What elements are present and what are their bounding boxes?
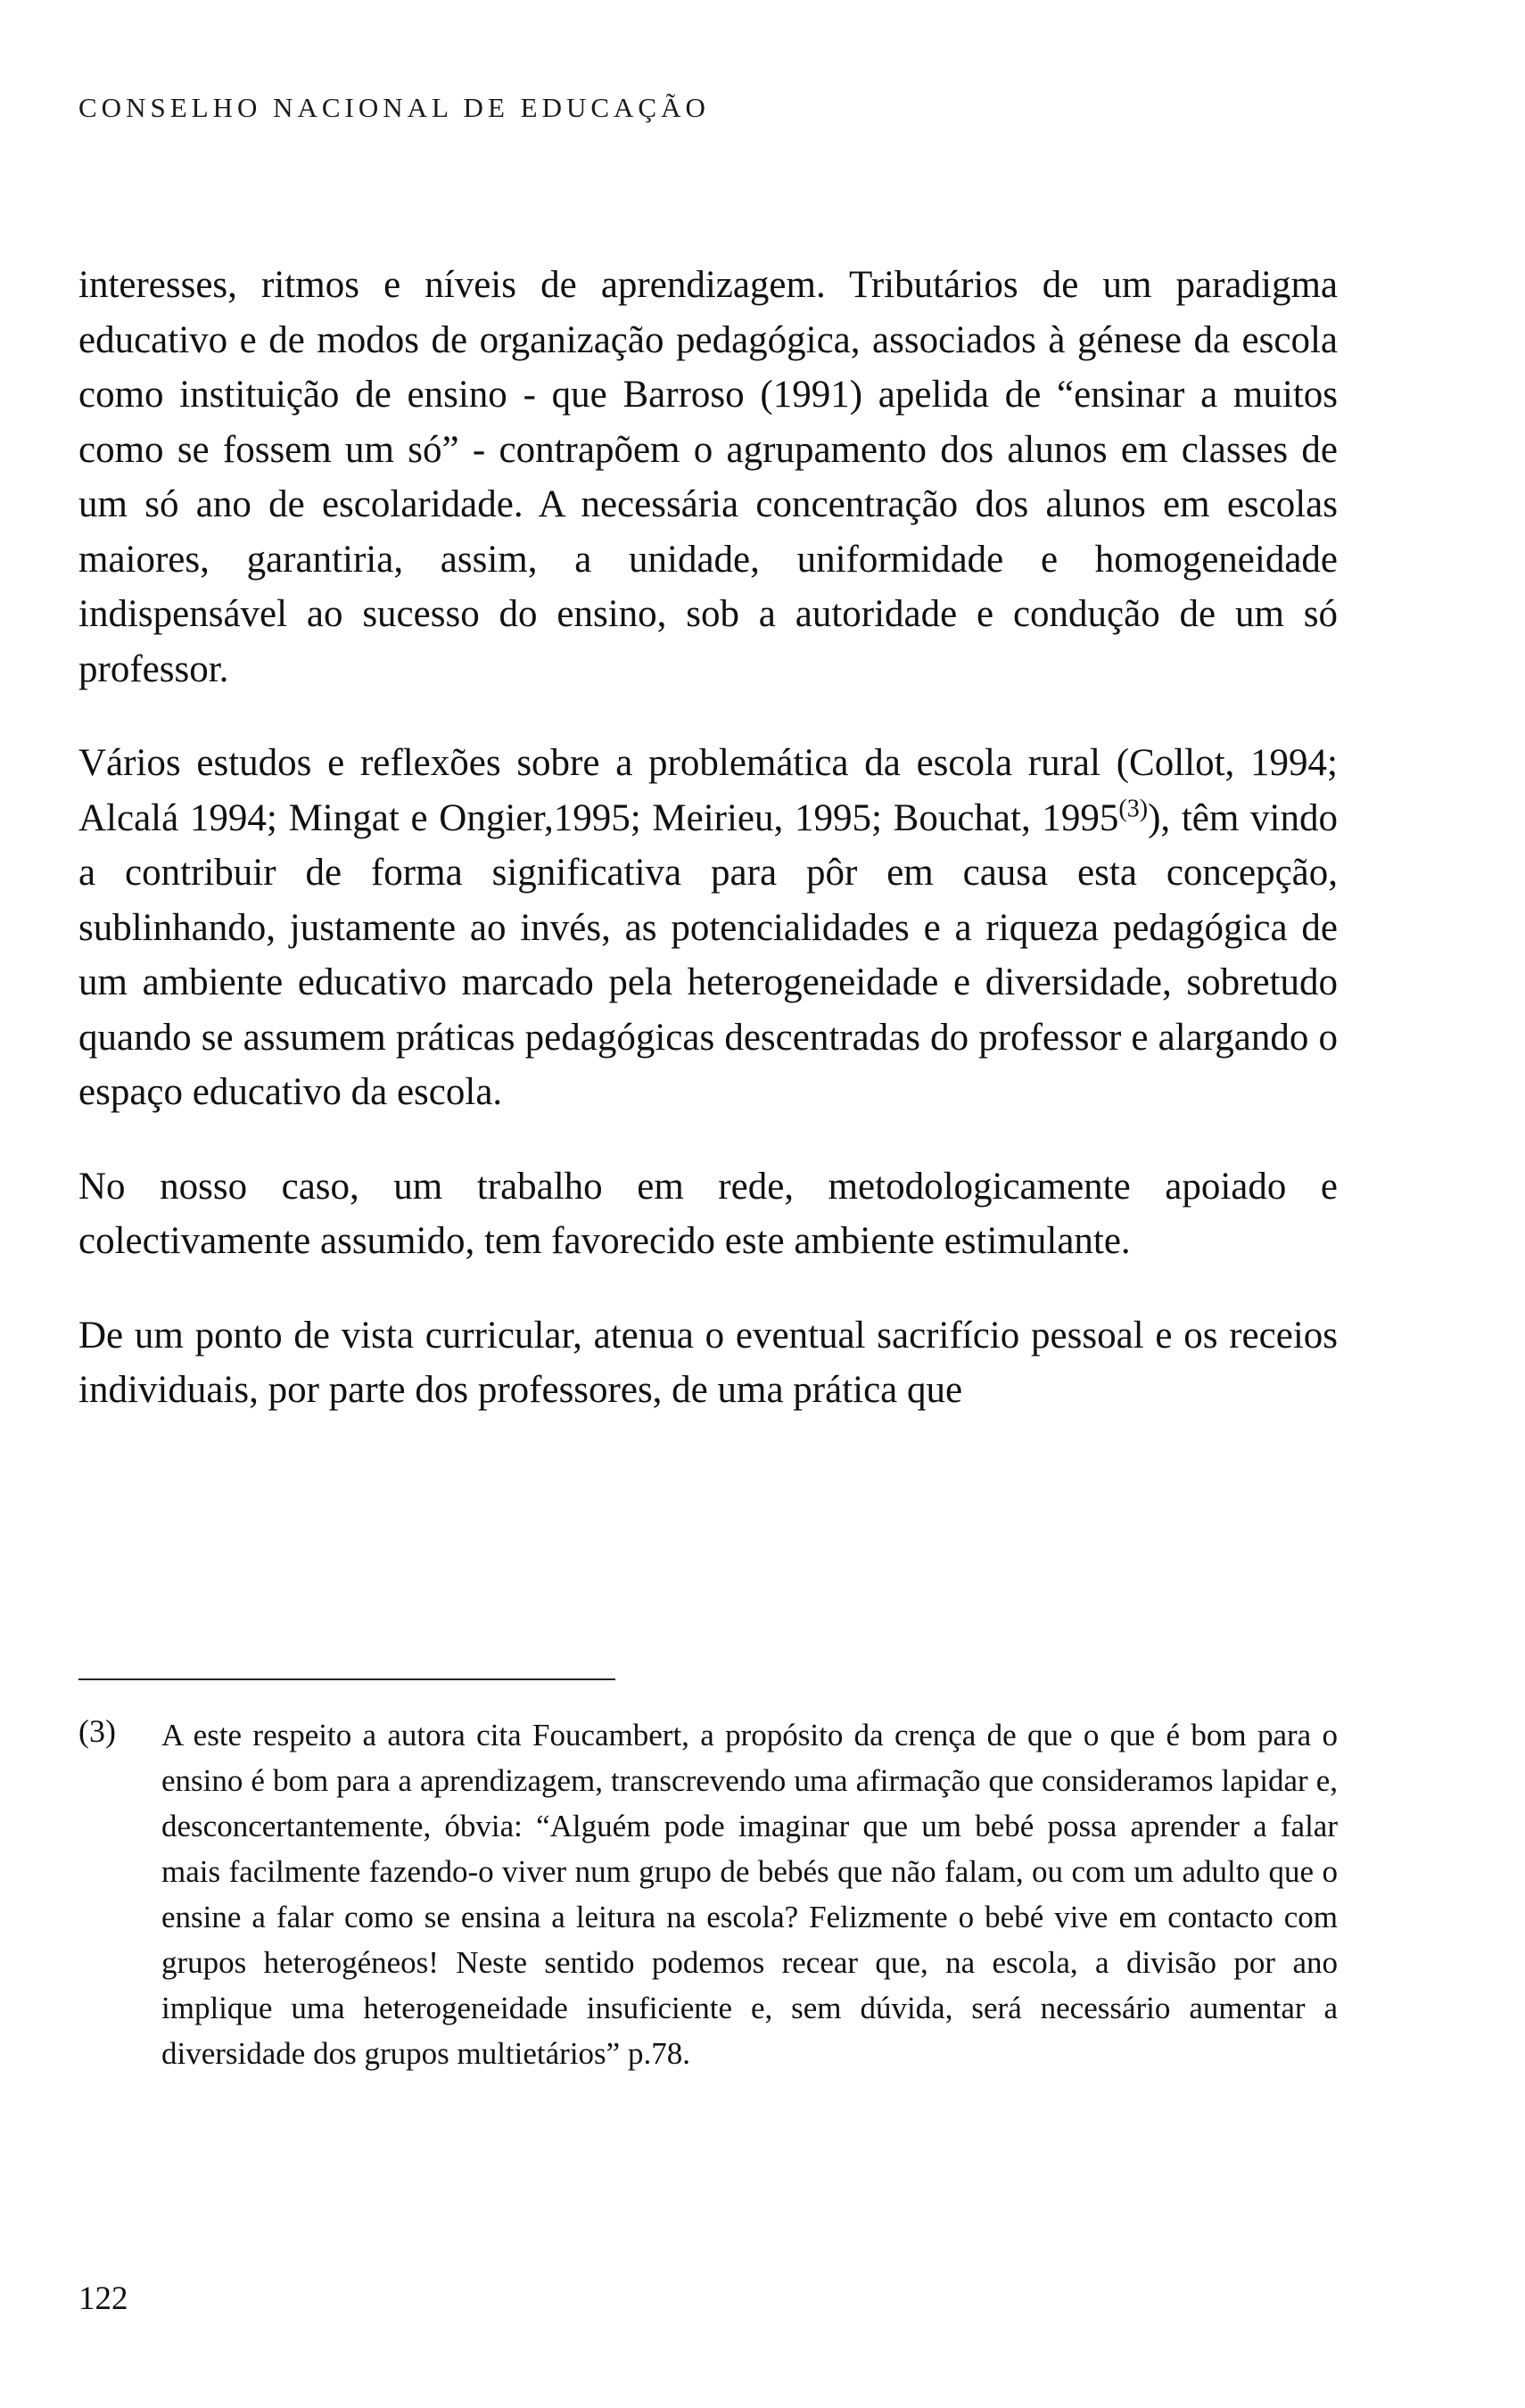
footnote: [78, 1712, 1338, 2076]
footnote-reference: (3): [1118, 795, 1149, 823]
paragraph-3: No nosso caso, um trabalho em rede, metodologicamente apoiado e colectivamente assumido, tem favorecido este ambiente estimulante.: [78, 1165, 1338, 1262]
footnote-text: A este respeito a autora cita Foucambert, a propósito da crença de que o que é bom para o ensino é bom para a aprendizagem, transcrevendo uma afirmação que consideramos lapidar e, desconcertantemente, óbvia: “Alguém pode imaginar que um bebé possa aprender a falar mais facilmente fazendo-o viver num grupo de bebés que não falam, ou com um adulto que o ensine a falar como se ensina a leitura na escola? Felizmente o bebé vive em contacto com grupos heterogéneos! Neste sentido podemos recear que, na escola, a divisão por ano implique uma heterogeneidade insuficiente e, sem dúvida, será necessário aumentar a diversidade dos grupos multietários” p.78.: [161, 1718, 1338, 2071]
footnote-separator: [78, 1678, 615, 1680]
running-header: CONSELHO NACIONAL DE EDUCAÇÃO: [78, 92, 710, 123]
page-number: 122: [78, 2280, 128, 2317]
footnote-marker: (3): [78, 1713, 116, 1749]
paragraph-1: interesses, ritmos e níveis de aprendizagem. Tributários de um paradigma educativo e de modos de organização pedagógica, associados à génese da escola como instituição de ensino - que Barroso (1991) apelida de “ensinar a muitos como se fossem um só” - contrapõem o agrupamento dos alunos em classes de um só ano de escolaridade. A necessária concentração dos alunos em escolas maiores, garantiria, assim, a unidade, uniformidade e homogeneidade indispensável ao sucesso do ensino, sob a autoridade e condução de um só professor.: [78, 264, 1338, 690]
paragraph-4: De um ponto de vista curricular, atenua o eventual sacrifício pessoal e os receios individuais, por parte dos professores, de uma prática que: [78, 1314, 1338, 1411]
paragraph-2: [78, 736, 1338, 1120]
paragraph-2-text: Vários estudos e reflexões sobre a problemática da escola rural (Collot, 1994; Alcalá 1994; Mingat e Ongier,1995; Meirieu, 1995; Bouchat, 1995: [78, 742, 1338, 839]
body-text: [78, 258, 1338, 1457]
paragraph-2-continued: ), têm vindo a contribuir de forma significativa para pôr em causa esta concepção, sublinhando, justamente ao invés, as potencialidades e a riqueza pedagógica de um ambiente educativo marcado pela heterogeneidade e diversidade, sobretudo quando se assumem práticas pedagógicas descentradas do professor e alargando o espaço educativo da escola.: [78, 796, 1338, 1113]
